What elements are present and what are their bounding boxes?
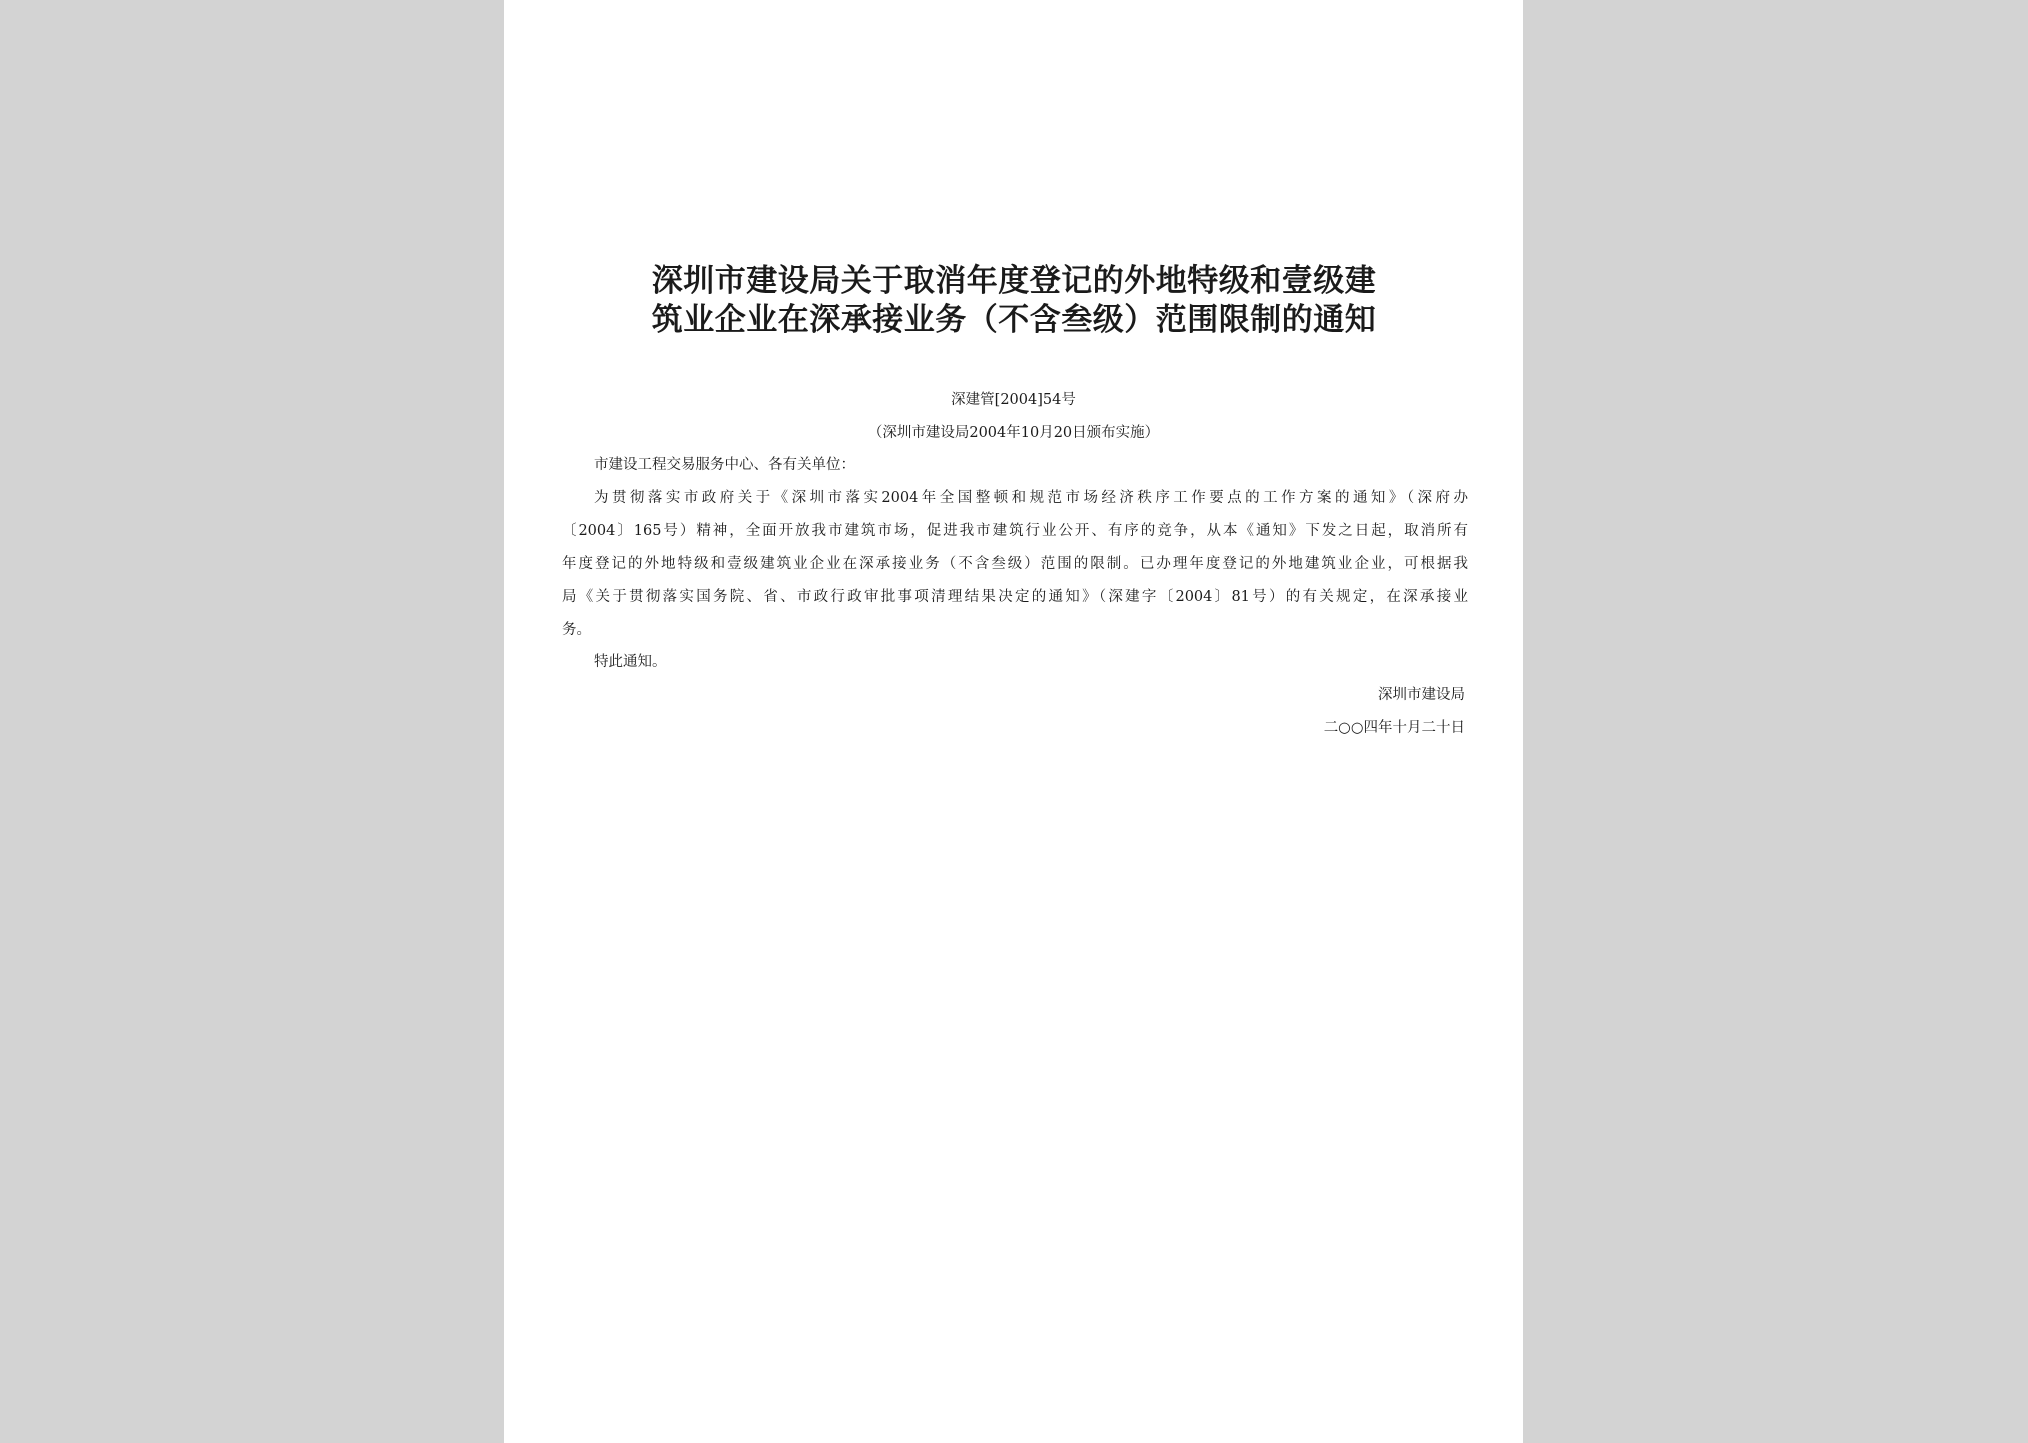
addressee: 市建设工程交易服务中心、各有关单位： [594,457,855,473]
body-line-5: 务。 [562,622,591,638]
title-line-2: 筑业企业在深承接业务（不含叁级）范围限制的通知 [651,302,1377,338]
document-number: 深建管[2004]54号 [951,392,1076,408]
issued-note: （深圳市建设局2004年10月20日颁布实施） [867,425,1160,441]
title-line-1: 深圳市建设局关于取消年度登记的外地特级和壹级建 [651,263,1377,299]
document-title [564,262,1464,340]
body-line-2: 〔2004〕165号）精神，全面开放我市建筑市场，促进我市建筑行业公开、有序的竞争，从本《通知》下发之日起，取消所有 [562,523,1468,539]
signer: 深圳市建设局 [1378,687,1465,703]
closing-line: 特此通知。 [594,654,667,670]
document-page [504,0,1523,1443]
body-line-3: 年度登记的外地特级和壹级建筑业企业在深承接业务（不含叁级）范围的限制。已办理年度登记的外地建筑业企业，可根据我 [562,556,1468,572]
body-line-1: 为贯彻落实市政府关于《深圳市落实2004年全国整顿和规范市场经济秩序工作要点的工作方案的通知》（深府办 [594,490,1468,506]
body-line-4: 局《关于贯彻落实国务院、省、市政行政审批事项清理结果决定的通知》（深建字〔2004〕81号）的有关规定，在深承接业 [562,589,1468,605]
signing-date: 二○○四年十月二十日 [1323,720,1465,736]
